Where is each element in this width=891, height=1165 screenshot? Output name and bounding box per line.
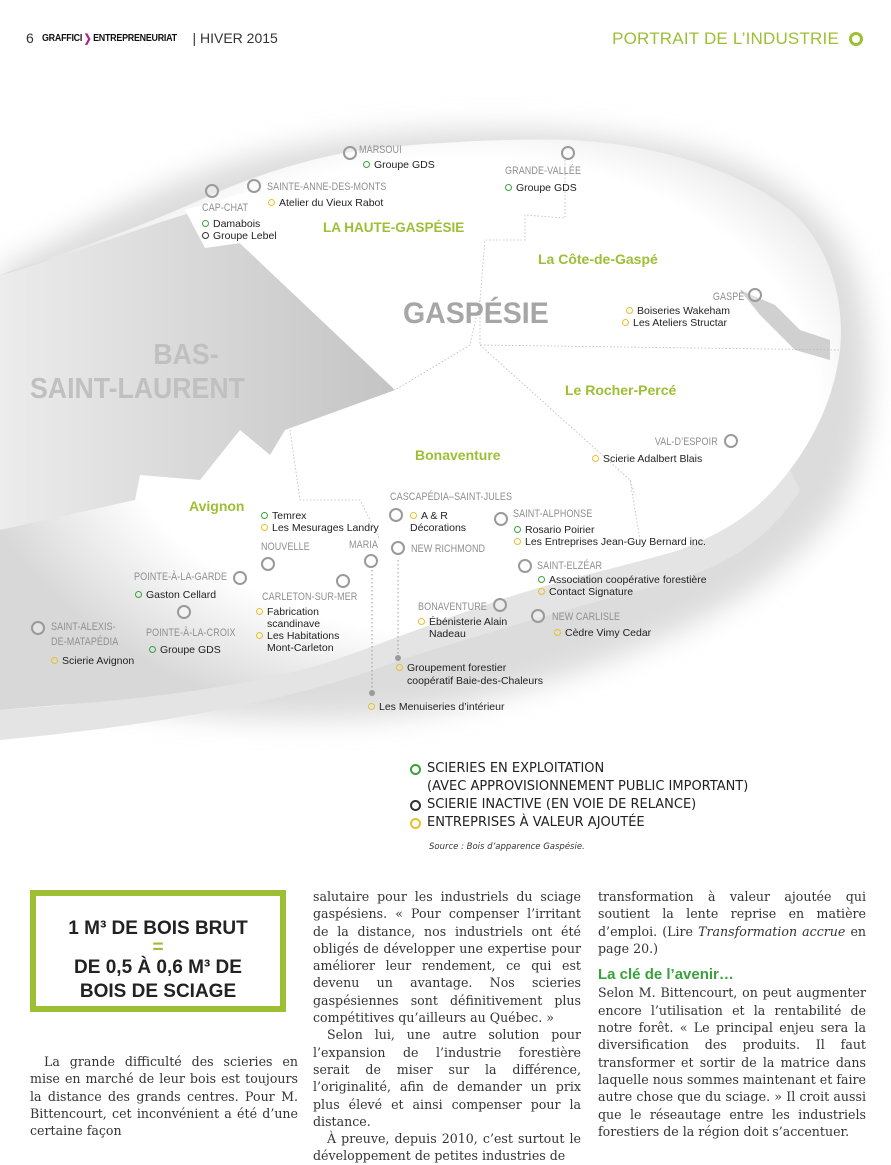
town-pin-sainte-anne-des-monts[interactable]	[247, 179, 261, 193]
article-column-3	[598, 888, 866, 1140]
section-header	[612, 29, 863, 49]
legend-label: SCIERIES EN EXPLOITATION	[427, 761, 605, 776]
article-paragraph: Selon lui, une autre solution pour l’expansion de l’industrie forestière serait de miser sur la différence, l’originalité, afin de demander un prix plus élevé et ainsi compenser pour la distance.	[313, 1027, 581, 1129]
town-label-saint-alexis-1: SAINT-ALEXIS-	[51, 621, 116, 633]
yellow-ring-icon	[554, 629, 561, 636]
article-column-1	[30, 1053, 298, 1139]
brand-swoosh-icon: ❯	[83, 32, 92, 45]
yellow-ring-icon	[261, 524, 268, 531]
business-saint-alexis	[51, 655, 134, 667]
town-label-maria: MARIA	[349, 539, 378, 551]
yellow-ring-icon	[396, 664, 403, 671]
map-legend	[410, 760, 748, 856]
yellow-ring-icon	[51, 657, 58, 664]
town-label-val-despoir: VAL-D’ESPOIR	[655, 436, 718, 448]
town-label-new-richmond: NEW RICHMOND	[411, 543, 486, 555]
yellow-ring-icon	[592, 455, 599, 462]
dark-ring-icon	[410, 800, 421, 811]
yellow-ring-icon	[418, 618, 425, 625]
business-saint-alphonse-1	[514, 524, 594, 536]
yellow-ring-icon	[256, 632, 263, 639]
green-ring-icon	[505, 184, 512, 191]
town-pin-maria[interactable]	[364, 554, 378, 568]
business-cascapedia-cont: Décorations	[410, 522, 467, 534]
business-name: Groupe Lebel	[213, 230, 277, 242]
leader-dot-maria	[369, 690, 375, 696]
yellow-ring-icon	[368, 703, 375, 710]
business-carleton-2	[256, 630, 339, 642]
business-cascapedia	[410, 510, 448, 522]
callout-line-3: BOIS DE SCIAGE	[79, 981, 237, 1002]
business-name: Boiseries Wakeham	[637, 305, 730, 317]
article-paragraph: La grande difficulté des scieries en mise en marché de leur bois est toujours la distance des grands centres. Pour M. Bittencourt, cet inconvénient a été d’une certaine façon	[30, 1054, 298, 1139]
brand-right: ENTREPRENEURIAT	[92, 32, 177, 44]
business-name: Scierie Adalbert Blais	[603, 453, 703, 465]
town-label-saint-alexis-2: DE-MATAPÉDIA	[51, 636, 119, 648]
green-ring-icon	[410, 764, 421, 775]
business-name: Les Entreprises Jean-Guy Bernard inc.	[525, 536, 706, 548]
business-saint-elzear-1	[538, 574, 707, 586]
yellow-ring-icon	[256, 608, 263, 615]
business-pointe-a-la-garde	[135, 589, 216, 601]
town-label-gaspe: GASPÉ	[712, 291, 744, 303]
legend-item-value-added	[410, 814, 748, 832]
yellow-ring-icon	[268, 199, 275, 206]
town-label-saint-alphonse: SAINT-ALPHONSE	[513, 508, 593, 520]
business-cap-chat-1	[202, 218, 260, 230]
town-pin-saint-alexis[interactable]	[31, 621, 45, 635]
mrc-label-haute-gaspesie: LA HAUTE-GASPÉSIE	[323, 220, 465, 235]
legend-item-inactive-sawmill	[410, 796, 748, 814]
town-pin-cap-chat[interactable]	[205, 184, 219, 198]
green-ring-icon	[202, 220, 209, 227]
town-label-cascapedia: CASCAPÉDIA–SAINT-JULES	[390, 491, 513, 503]
business-name: A & R	[421, 510, 448, 522]
article-paragraph	[598, 888, 866, 957]
town-label-pointe-a-la-croix: POINTE-À-LA-CROIX	[146, 627, 236, 639]
town-pin-val-despoir[interactable]	[724, 434, 738, 448]
business-cap-chat-2	[202, 230, 277, 242]
business-sainte-anne	[268, 197, 383, 209]
business-name: Association coopérative forestière	[549, 574, 707, 586]
business-avignon-1	[261, 510, 306, 522]
mrc-label-bonaventure: Bonaventure	[415, 447, 501, 463]
yellow-ring-icon	[626, 307, 633, 314]
business-carleton-1-cont: scandinave	[267, 618, 321, 630]
mrc-label-cote-de-gaspe: La Côte-de-Gaspé	[538, 251, 658, 267]
business-grande-vallee	[505, 182, 577, 194]
text-run: en page 20.)	[598, 923, 867, 956]
region-label-bas-saint-laurent	[122, 340, 251, 371]
section-title: PORTRAIT DE L’INDUSTRIE	[612, 29, 839, 48]
town-pin-carleton-sur-mer[interactable]	[336, 574, 350, 588]
business-name: Les Mesurages Landry	[272, 522, 379, 534]
business-bonaventure-cont: Nadeau	[429, 628, 466, 640]
yellow-ring-icon	[622, 319, 629, 326]
business-name: Atelier du Vieux Rabot	[279, 197, 384, 209]
yellow-ring-icon	[410, 818, 421, 829]
town-pin-grande-vallee[interactable]	[561, 146, 575, 160]
business-gaspe-1	[626, 305, 730, 317]
map-source: Source : Bois d’apparence Gaspésie.	[429, 842, 585, 852]
publication-logo	[42, 32, 177, 45]
business-name: Fabrication	[267, 606, 319, 618]
town-label-sainte-anne-des-monts: SAINTE-ANNE-DES-MONTS	[267, 181, 387, 193]
business-avignon-2	[261, 522, 379, 534]
town-label-cap-chat: CAP-CHAT	[202, 202, 249, 214]
region-label-line: BAS-	[153, 339, 219, 371]
page-header	[26, 30, 278, 46]
yellow-ring-icon	[410, 512, 417, 519]
article-reference-link: Transformation accrue	[698, 923, 846, 939]
business-gaspe-2	[622, 317, 727, 329]
region-label-gaspesie: GASPÉSIE	[403, 297, 549, 330]
business-name: Les Ateliers Structar	[633, 317, 727, 329]
business-new-richmond	[396, 662, 506, 674]
article-paragraph: À preuve, depuis 2010, c’est surtout le développement de petites industries de	[313, 1131, 581, 1164]
section-ring-icon	[849, 32, 863, 46]
business-saint-elzear-2	[538, 586, 633, 598]
town-pin-new-carlisle[interactable]	[531, 609, 545, 623]
town-pin-nouvelle[interactable]	[261, 557, 275, 571]
issue-label: | HIVER 2015	[192, 30, 278, 46]
town-pin-saint-elzear[interactable]	[518, 559, 532, 573]
town-label-marsoui: MARSOUI	[359, 144, 402, 156]
business-name: Damabois	[213, 218, 261, 230]
legend-label-cont: (AVEC APPROVISIONNEMENT PUBLIC IMPORTANT)	[427, 779, 749, 794]
text-run: transformation à valeur ajoutée qui soutient la lente reprise en matière d’emploi. (Lire	[598, 889, 866, 939]
business-bonaventure	[418, 616, 507, 628]
town-pin-pointe-a-la-garde[interactable]	[233, 571, 247, 585]
brand-left: GRAFFICI	[41, 32, 82, 44]
town-label-grande-vallee: GRANDE-VALLÉE	[505, 165, 582, 177]
town-label-carleton-sur-mer: CARLETON-SUR-MER	[262, 591, 358, 603]
town-label-saint-elzear: SAINT-ELZÉAR	[537, 560, 603, 572]
business-new-richmond-cont: coopératif Baie-des-Chaleurs	[407, 675, 543, 687]
business-name: Contact Signature	[549, 586, 634, 598]
town-pin-marsoui[interactable]	[343, 146, 357, 160]
town-label-pointe-a-la-garde: POINTE-À-LA-GARDE	[134, 571, 228, 583]
legend-item-active-sawmill	[410, 760, 748, 778]
legend-label: SCIERIE INACTIVE (EN VOIE DE RELANCE)	[427, 797, 697, 812]
region-label-bas-saint-laurent-2: SAINT-LAURENT	[30, 373, 245, 405]
callout-box	[30, 890, 286, 1012]
legend-label: ENTREPRISES À VALEUR AJOUTÉE	[427, 815, 645, 830]
green-ring-icon	[363, 161, 370, 168]
business-name: Ébénisterie Alain	[429, 616, 508, 628]
town-pin-bonaventure[interactable]	[493, 598, 507, 612]
callout-line-2: DE 0,5 À 0,6 M³ DE	[74, 957, 242, 978]
green-ring-icon	[135, 591, 142, 598]
business-name: Gaston Cellard	[146, 589, 217, 601]
business-new-carlisle	[554, 627, 651, 639]
town-pin-saint-alphonse[interactable]	[494, 512, 508, 526]
town-label-nouvelle: NOUVELLE	[261, 541, 310, 553]
callout-line-1: 1 M³ DE BOIS BRUT	[68, 918, 248, 939]
business-name: Scierie Avignon	[62, 655, 135, 667]
business-val-despoir	[592, 453, 702, 465]
town-pin-cascapedia[interactable]	[389, 508, 403, 522]
business-name: Temrex	[272, 510, 307, 522]
business-pointe-a-la-croix	[149, 644, 221, 656]
green-ring-icon	[149, 646, 156, 653]
town-label-bonaventure: BONAVENTURE	[418, 601, 487, 613]
business-name: Groupe GDS	[516, 182, 577, 194]
business-saint-alphonse-2	[514, 536, 706, 548]
article-paragraph: Selon M. Bittencourt, on peut augmenter encore l’utilisation et la rentabilité de notre forêt. « Le principal enjeu sera la diversification des produits. Il faut transformer et sortir de la matrice dans laquelle nous sommes maintenant et faire autre chose que du sciage. » Il croit aussi que le réseautage entre les industriels forestiers de la région doit s’accentuer.	[598, 985, 866, 1139]
business-name: Rosario Poirier	[525, 524, 595, 536]
business-marsoui	[363, 159, 435, 171]
green-ring-icon	[514, 526, 521, 533]
article-subheading: La clé de l’avenir…	[598, 966, 734, 984]
business-name: Groupe GDS	[374, 159, 435, 171]
yellow-ring-icon	[514, 538, 521, 545]
business-name: Les Menuiseries d’intérieur	[379, 701, 505, 713]
town-pin-new-richmond[interactable]	[391, 541, 405, 555]
business-name: Groupe GDS	[160, 644, 221, 656]
business-name: Groupement forestier	[407, 662, 507, 674]
yellow-ring-icon	[538, 588, 545, 595]
mrc-label-avignon: Avignon	[189, 498, 245, 514]
green-ring-icon	[261, 512, 268, 519]
business-carleton-1	[256, 606, 319, 618]
business-name: Cèdre Vimy Cedar	[565, 627, 652, 639]
leader-dot-new-richmond	[395, 655, 401, 661]
mrc-label-rocher-perce: Le Rocher-Percé	[565, 382, 677, 398]
business-carleton-2-cont: Mont-Carleton	[267, 642, 334, 654]
dark-ring-icon	[202, 232, 209, 239]
callout-equals: =	[152, 937, 164, 958]
business-name: Les Habitations	[267, 630, 340, 642]
town-pin-pointe-a-la-croix[interactable]	[177, 605, 191, 619]
town-label-new-carlisle: NEW CARLISLE	[552, 611, 621, 623]
green-ring-icon	[538, 576, 545, 583]
town-pin-gaspe[interactable]	[748, 288, 762, 302]
page-number: 6	[26, 30, 34, 46]
article-column-2	[313, 888, 581, 1165]
gaspesie-map	[0, 60, 891, 750]
article-paragraph: salutaire pour les industriels du sciage gaspésiens. « Pour compenser l’irritant de la distance, nos industriels ont été obligés de développer une expertise pour améliorer leur rendement, ce qui est devenu un avantage. Nos scieries gaspésiennes sont définitivement plus compétitives qu’ailleurs au Québec. »	[313, 889, 581, 1026]
business-maria	[368, 701, 504, 713]
